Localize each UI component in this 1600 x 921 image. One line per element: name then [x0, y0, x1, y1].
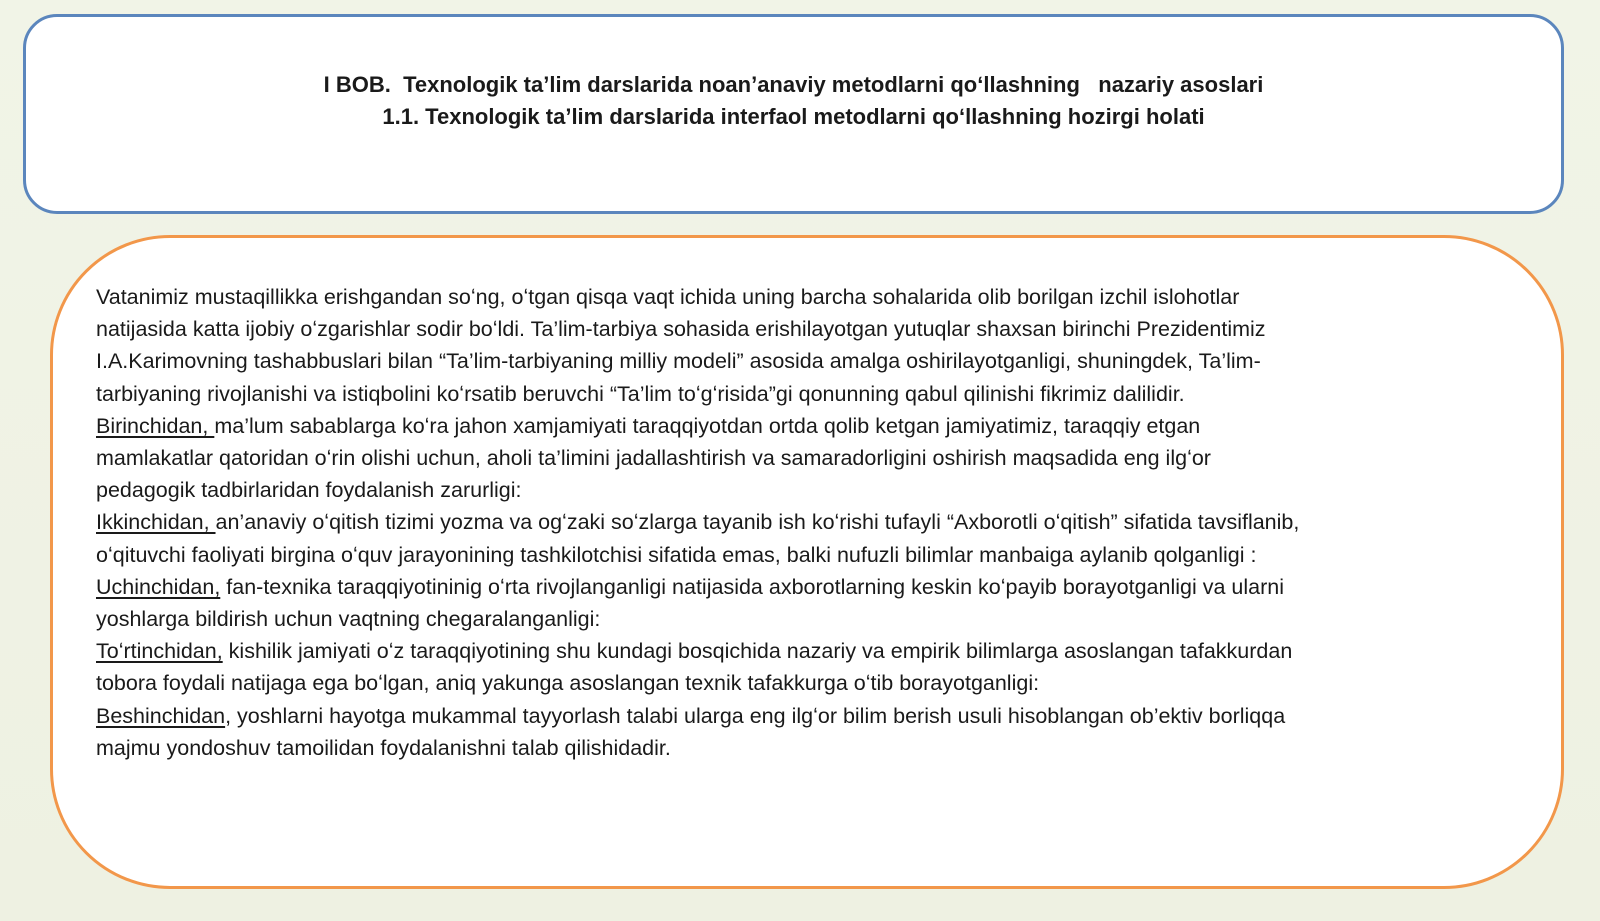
- point-first-line: [96, 506, 1516, 538]
- point-line: pedagogik tadbirlaridan foydalanish zarurligi:: [96, 478, 522, 503]
- content-box: [50, 235, 1564, 889]
- point-line: tobora foydali natijaga ega boʻlgan, aniq yakunga asoslangan texnik tafakkurga oʻtib borayotganligi:: [96, 671, 1040, 696]
- point-text: , yoshlarni hayotga mukammal tayyorlash talabi ularga eng ilgʻor bilim berish usuli hisoblangan ob’ektiv borliqqa: [225, 703, 1286, 728]
- point-lead-birinchidan: Birinchidan,: [96, 413, 215, 438]
- point-line: oʻqituvchi faoliyati birgina oʻquv jarayonining tashkilotchisi sifatida emas, balki nufuzli bilimlar manbaiga aylanib qolganligi :: [96, 542, 1257, 567]
- point-lead-uchinchidan: Uchinchidan,: [96, 574, 221, 599]
- point-first-line: [96, 635, 1516, 667]
- point-line: mamlakatlar qatoridan oʻrin olishi uchun, aholi ta’limini jadallashtirish va samaradorligini oshirish maqsadida eng ilgʻor: [96, 446, 1211, 471]
- point-first-line: [96, 410, 1516, 442]
- point-lead-beshinchidan: Beshinchidan: [96, 703, 226, 728]
- point-line: majmu yondoshuv tamoilidan foydalanishni talab qilishidadir.: [96, 735, 671, 760]
- point-text: an’anaviy oʻqitish tizimi yozma va ogʻzaki soʻzlarga tayanib ish koʻrishi tufayli “Axborotli oʻqitish” sifatida tavsiflanib,: [215, 510, 1300, 535]
- point-lead-tortinchidan: Toʻrtinchidan,: [96, 639, 223, 664]
- intro-line: tarbiyaning rivojlanishi va istiqbolini koʻrsatib beruvchi “Ta’lim toʻgʻrisida”gi qonunning qabul qilinishi fikrimiz dalilidir.: [96, 381, 1185, 406]
- point-text: fan-texnika taraqqiyotininig oʻrta rivojlanganligi natijasida axborotlarning keskin koʻpayib borayotganligi va ularni: [220, 574, 1284, 599]
- point-text: kishilik jamiyati oʻz taraqqiyotining shu kundagi bosqichida nazariy va empirik bilimlarga asoslangan tafakkurdan: [222, 639, 1293, 664]
- point-text: ma’lum sabablarga koʻra jahon xamjamiyati taraqqiyotdan ortda qolib ketgan jamiyatimiz, taraqqiy etgan: [214, 413, 1201, 438]
- point-lead-ikkinchidan: Ikkinchidan,: [96, 510, 216, 535]
- point-first-line: [96, 700, 1516, 732]
- point-line: yoshlarga bildirish uchun vaqtning chegaralanganligi:: [96, 607, 601, 632]
- title-box: [23, 14, 1564, 214]
- intro-line: I.A.Karimovning tashabbuslari bilan “Ta’lim-tarbiyaning milliy modeli” asosida amalga oshirilayotganligi, shuningdek, Ta’lim-: [96, 349, 1261, 374]
- section-title: 1.1. Texnologik ta’lim darslarida interfaol metodlarni qoʻllashning hozirgi holati: [382, 104, 1205, 129]
- intro-line: natijasida katta ijobiy oʻzgarishlar sodir boʻldi. Ta’lim-tarbiya sohasida erishilayotgan yutuqlar shaxsan birinchi Prezidentimiz: [96, 317, 1266, 342]
- intro-line: Vatanimiz mustaqillikka erishgandan soʻng, oʻtgan qisqa vaqt ichida uning barcha sohalarida olib borilgan izchil islohotlar: [96, 285, 1240, 309]
- body-text: [96, 281, 1516, 764]
- chapter-title: I BOB. Texnologik ta’lim darslarida noan’anaviy metodlarni qoʻllashning nazariy asoslari: [323, 72, 1264, 97]
- point-first-line: [96, 571, 1516, 603]
